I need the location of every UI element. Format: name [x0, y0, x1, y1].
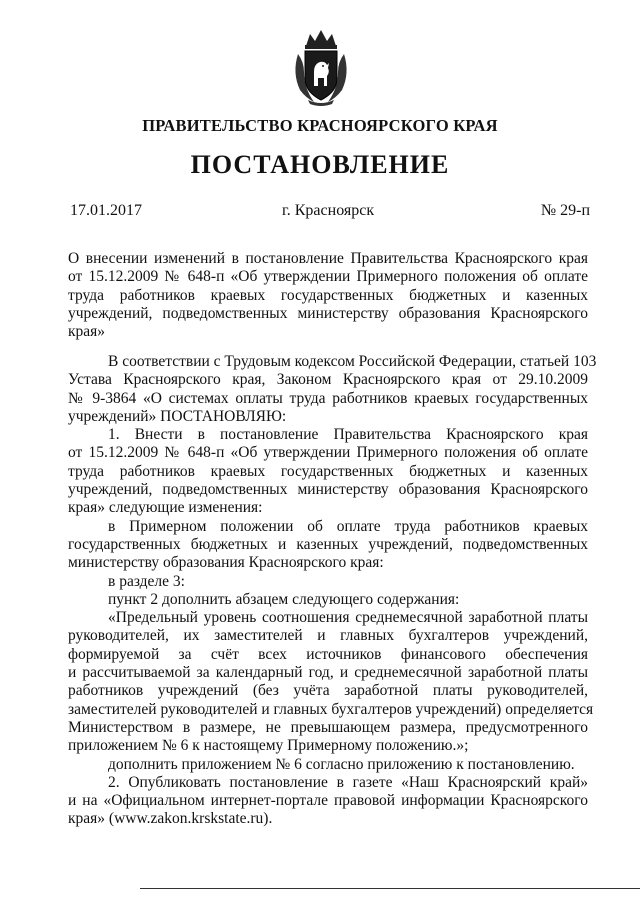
document-date: 17.01.2017 [70, 202, 142, 219]
body-line: В соответствии с Трудовым кодексом Российской Федерации, статьей 103 [108, 353, 597, 370]
document-meta-row [70, 202, 590, 222]
body-line: края» следующие изменения: [68, 499, 263, 517]
body-line: руководителей, их заместителей и главных бухгалтеров учреждений, [68, 627, 588, 645]
subject-line: учреждений, подведомственных министерству образования Красноярского [68, 304, 588, 322]
body-line: от 15.12.2009 № 648-п «Об утверждении Примерного положения об оплате [68, 444, 588, 462]
body-line: учреждений, подведомственных министерству образования Красноярского [68, 481, 588, 499]
subject-line: от 15.12.2009 № 648-п «Об утверждении Примерного положения об оплате [68, 268, 588, 286]
body-line: формируемой за счёт всех источников финансового обеспечения [68, 645, 588, 663]
government-title: ПРАВИТЕЛЬСТВО КРАСНОЯРСКОГО КРАЯ [142, 116, 498, 135]
body-line: дополнить приложением № 6 согласно приложению к постановлению. [108, 755, 575, 773]
body-line: «Предельный уровень соотношения среднемесячной заработной платы [108, 609, 588, 627]
body-line: пункт 2 дополнить абзацем следующего содержания: [108, 590, 460, 608]
body-line: края» (www.zakon.krskstate.ru). [68, 810, 273, 828]
body-line: труда работников краевых государственных бюджетных и казенных [68, 462, 588, 480]
body-line: Устава Красноярского края, Законом Красноярского края от 29.10.2009 [68, 371, 588, 389]
subject-line: О внесении изменений в постановление Правительства Красноярского края [68, 250, 588, 267]
body-line: приложением № 6 к настоящему Примерному положению.»; [68, 737, 469, 755]
document-number: № 29-п [540, 202, 590, 219]
page-bottom-rule [140, 888, 640, 889]
body-line: заместителей руководителей и главных бухгалтеров учреждений) определяется [68, 700, 594, 718]
subject-line: труда работников краевых государственных бюджетных и казенных [68, 286, 588, 304]
body-line: 1. Внести в постановление Правительства Красноярского края [108, 426, 588, 444]
body-line: работников учреждений (без учёта заработной платы руководителей, [68, 682, 588, 700]
document-subject [68, 250, 588, 341]
body-line: № 9-3864 «О системах оплаты труда работников краевых государственных [68, 389, 588, 407]
document-type-title: ПОСТАНОВЛЕНИЕ [190, 150, 450, 179]
document-body [68, 353, 597, 829]
body-line: и рассчитываемой за календарный год, и среднемесячной заработной платы [68, 664, 588, 682]
subject-line: края» [68, 323, 106, 341]
body-line: государственных бюджетных и казенных учреждений, подведомственных [68, 535, 588, 553]
body-line: в разделе 3: [108, 572, 185, 590]
document-city: г. Красноярск [282, 202, 375, 219]
body-line: 2. Опубликовать постановление в газете «Наш Красноярский край» [108, 773, 588, 791]
body-line: министерству образования Красноярского края: [68, 554, 384, 572]
body-line: учреждений» ПОСТАНОВЛЯЮ: [68, 407, 287, 425]
body-line: и на «Официальном интернет-портале правовой информации Красноярского [68, 792, 588, 810]
body-line: в Примерном положении об оплате труда работников краевых [108, 517, 588, 535]
krasnoyarsk-coat-of-arms-icon [292, 28, 350, 106]
body-line: Министерством в размере, не превышающем размера, предусмотренного [68, 718, 588, 736]
